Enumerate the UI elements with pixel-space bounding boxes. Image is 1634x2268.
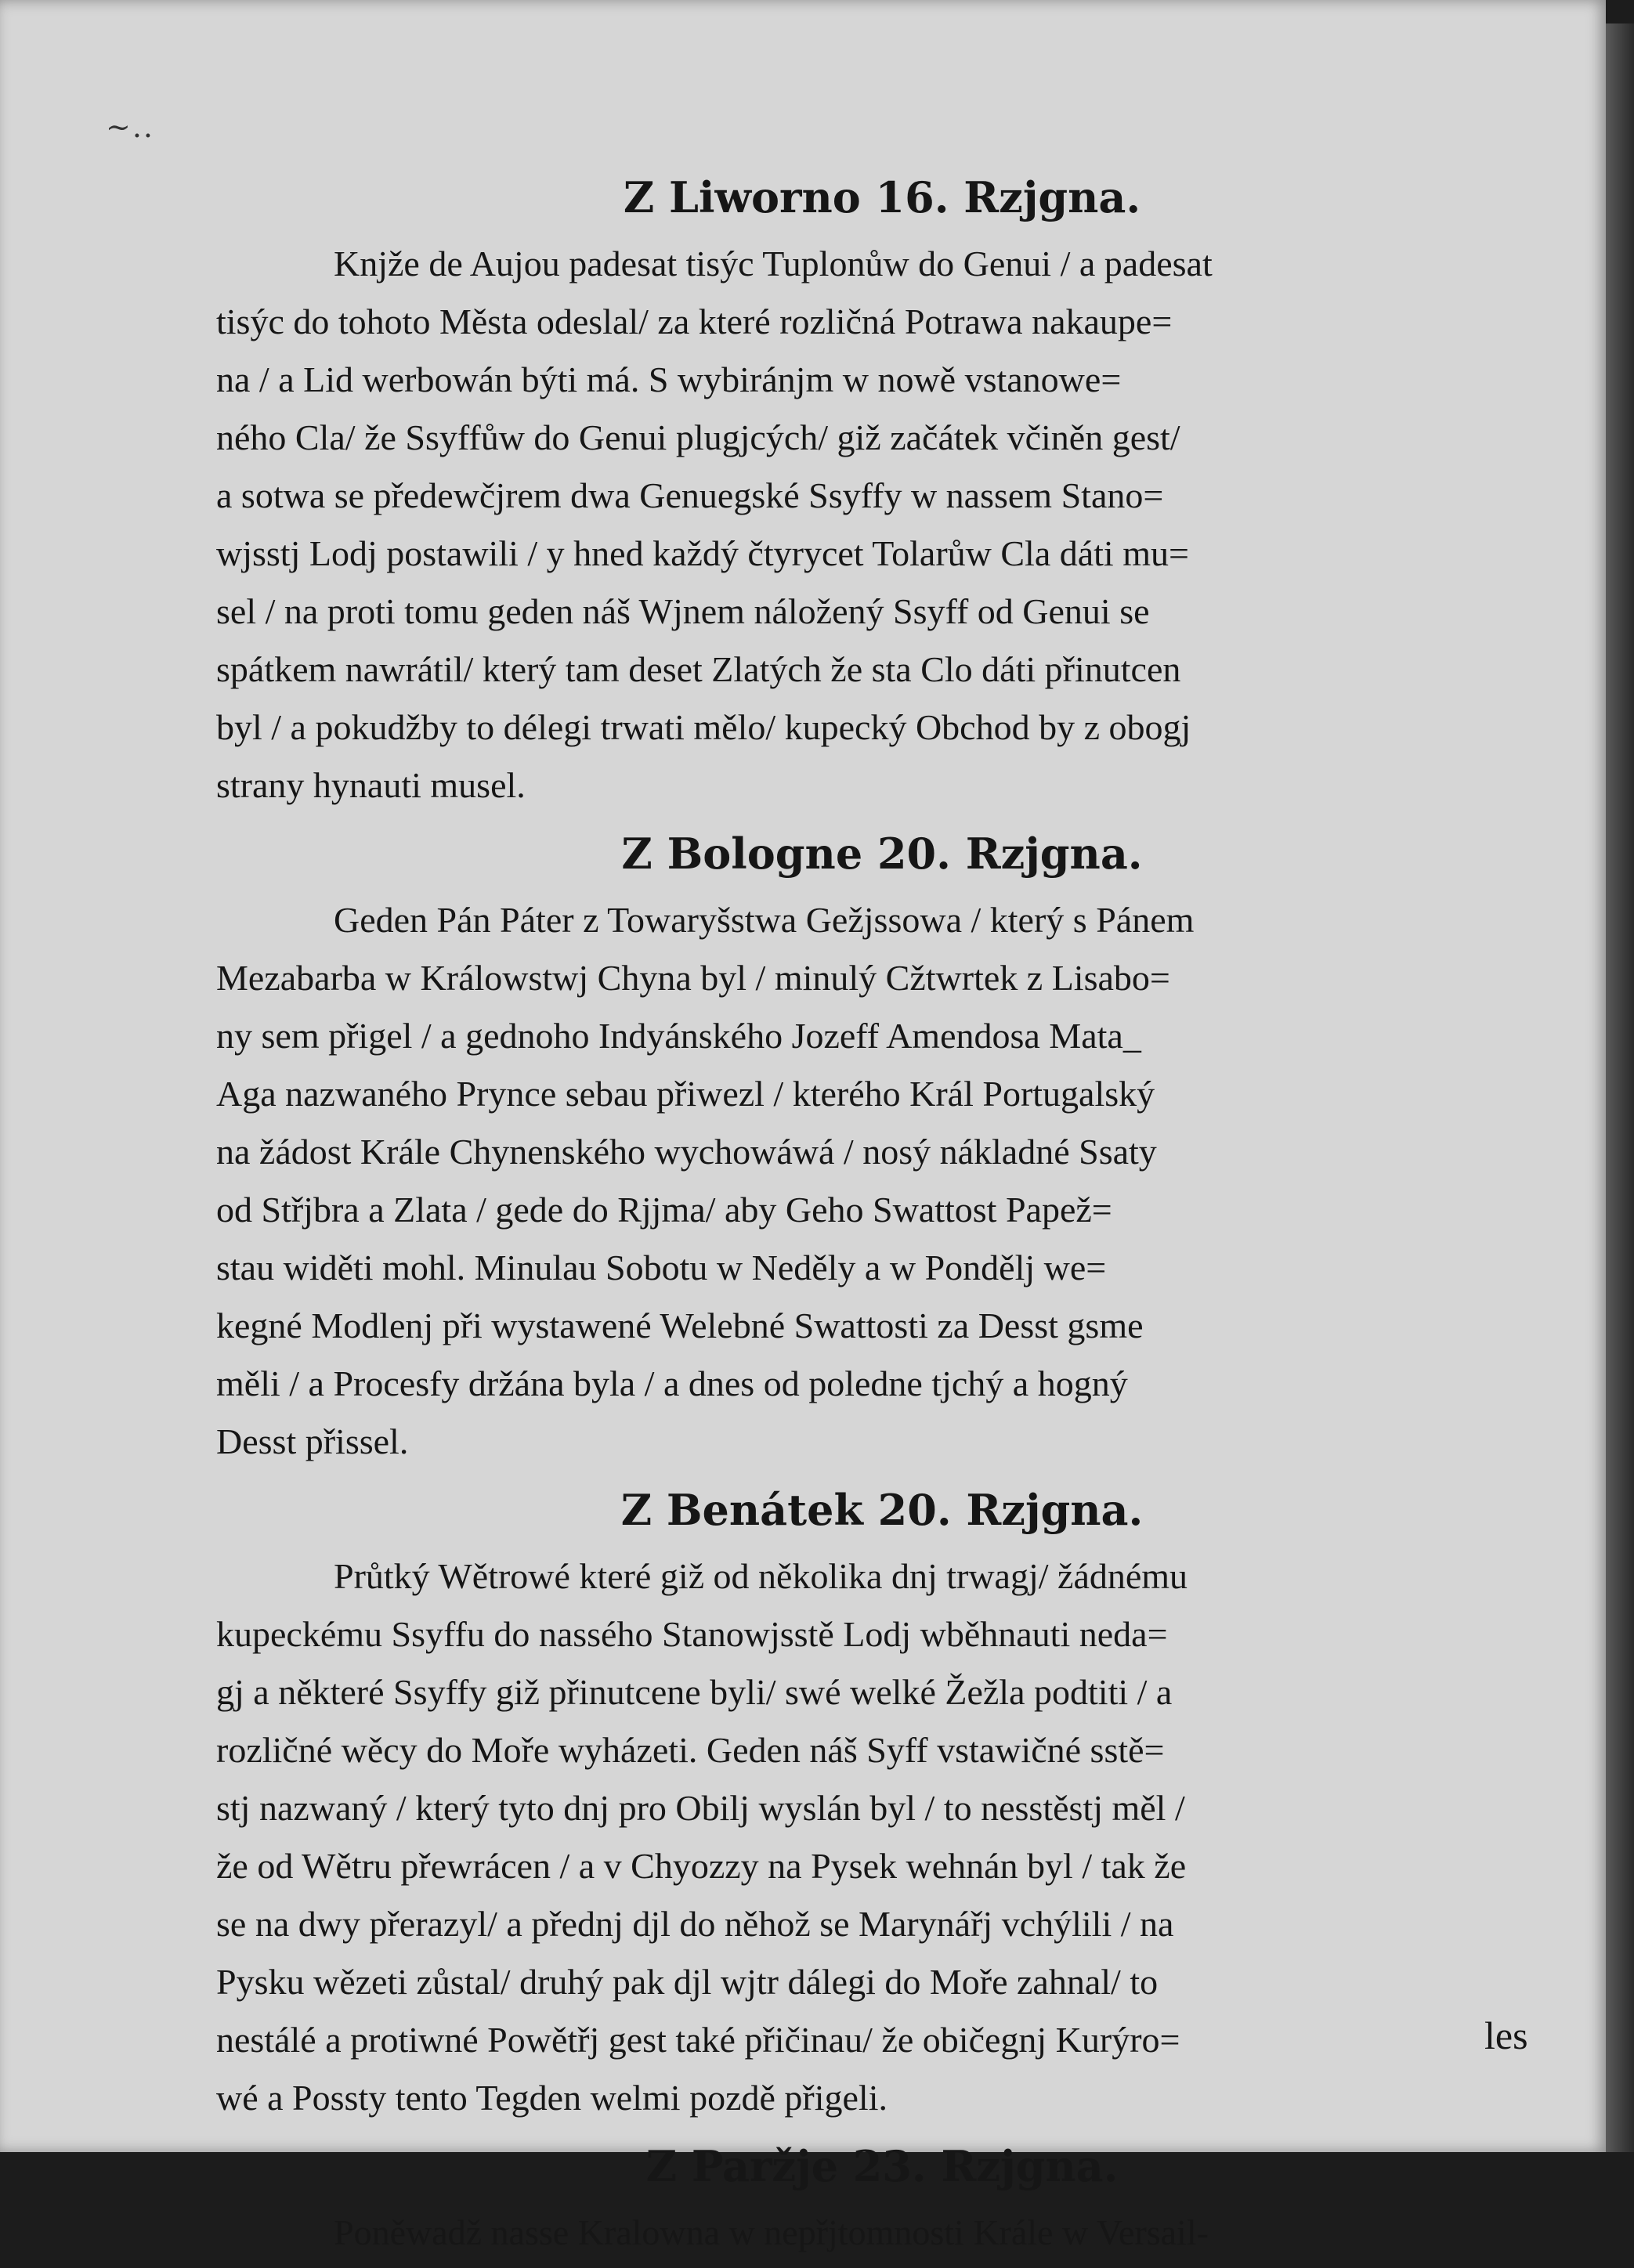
text-line: tisýc do tohoto Města odeslal/ za které rozličná Potrawa nakaupe= xyxy=(216,302,1173,341)
news-article-venice xyxy=(216,1477,1548,2127)
text-line: Mezabarba w Králowstwj Chyna byl / minulý Cžtwrtek z Lisabo= xyxy=(216,958,1170,998)
text-line: na žádost Krále Chynenského wychowáwá / nosý nákladné Ssaty xyxy=(216,1132,1157,1172)
text-line: stj nazwaný / který tyto dnj pro Obilj wyslán byl / to nesstěstj měl / xyxy=(216,1788,1185,1828)
text-body xyxy=(216,164,1548,2268)
text-line: spátkem nawrátil/ který tam deset Zlatých že sta Clo dáti přinutcen xyxy=(216,649,1181,689)
text-line: ného Cla/ že Ssyffůw do Genui plugjcých/ giž začátek včiněn gest/ xyxy=(216,417,1180,457)
text-line: Průtký Wětrowé které giž od několika dnj trwagj/ žádnému xyxy=(334,1556,1188,1596)
text-line: Desst přissel. xyxy=(216,1421,409,1461)
text-line: sel / na proti tomu geden náš Wjnem náložený Ssyff od Genui se xyxy=(216,591,1150,631)
article-heading: Z Paržje 23. Rzjgna. xyxy=(645,2141,1119,2191)
article-paragraph xyxy=(216,2204,1548,2262)
text-line: Poněwadž nasse Kralowna w nepřjtomnosti Krále w Versail- xyxy=(334,2212,1209,2252)
text-line: ny sem přigel / a gednoho Indyánského Jozeff Amendosa Mata_ xyxy=(216,1016,1141,1056)
text-line: nestálé a protiwné Powětřj gest také přičinau/ že običegnj Kurýro= xyxy=(216,2020,1180,2060)
text-line: wé a Possty tento Tegden welmi pozdě přigeli. xyxy=(216,2078,887,2118)
article-paragraph xyxy=(216,891,1548,1471)
text-line: Pysku wězeti zůstal/ druhý pak djl wjtr dálegi do Moře zahnal/ to xyxy=(216,1962,1159,2002)
text-line: Geden Pán Páter z Towaryšstwa Gežjssowa / který s Pánem xyxy=(334,900,1195,940)
catchword: les xyxy=(1484,2013,1528,2057)
text-line: od Střjbra a Zlata / gede do Rjjma/ aby Geho Swattost Papež= xyxy=(216,1190,1112,1230)
news-article-paris xyxy=(216,2133,1548,2262)
text-line: na / a Lid werbowán býti má. S wybiránjm w nowě vstanowe= xyxy=(216,359,1122,399)
text-line: stau widěti mohl. Minulau Sobotu w Neděly a w Pondělj we= xyxy=(216,1248,1107,1287)
text-line: strany hynauti musel. xyxy=(216,765,526,805)
text-line: měli / a Procesfy držána byla / a dnes od poledne tjchý a hogný xyxy=(216,1363,1128,1403)
text-line: kegné Modlenj při wystawené Welebné Swattosti za Desst gsme xyxy=(216,1306,1144,1345)
page-edge xyxy=(1606,23,1634,2152)
text-line: Knjže de Aujou padesat tisýc Tuplonůw do Genui / a padesat xyxy=(334,244,1213,284)
article-paragraph xyxy=(216,1548,1548,2127)
text-line: se na dwy přerazyl/ a přednj djl do něhož se Marynářj vchýlili / na xyxy=(216,1904,1174,1944)
article-heading: Z Liworno 16. Rzjgna. xyxy=(623,172,1141,222)
text-line: Aga nazwaného Prynce sebau přiwezl / kterého Král Portugalský xyxy=(216,1074,1155,1114)
article-heading: Z Benátek 20. Rzjgna. xyxy=(620,1485,1144,1535)
text-line: kupeckému Ssyffu do nassého Stanowjsstě Lodj wběhnauti neda= xyxy=(216,1614,1168,1654)
text-line: a sotwa se předewčjrem dwa Genuegské Ssyffy w nassem Stano= xyxy=(216,475,1164,515)
news-article-bologna xyxy=(216,821,1548,1471)
ink-mark: ~.. xyxy=(106,110,154,144)
text-line: wjsstj Lodj postawili / y hned každý čtyrycet Tolarůw Cla dáti mu= xyxy=(216,533,1189,573)
text-line: byl / a pokudžby to délegi trwati mělo/ kupecký Obchod by z obogj xyxy=(216,707,1191,747)
article-heading: Z Bologne 20. Rzjgna. xyxy=(621,829,1143,879)
news-article-livorno xyxy=(216,164,1548,814)
text-line: že od Wětru přewrácen / a v Chyozzy na Pysek wehnán byl / tak že xyxy=(216,1846,1187,1886)
text-line: rozličné wěcy do Moře wyházeti. Geden náš Syff vstawičné sstě= xyxy=(216,1730,1165,1770)
article-paragraph xyxy=(216,235,1548,814)
text-line: gj a některé Ssyffy giž přinutcene byli/ swé welké Žežla podtiti / a xyxy=(216,1672,1173,1712)
